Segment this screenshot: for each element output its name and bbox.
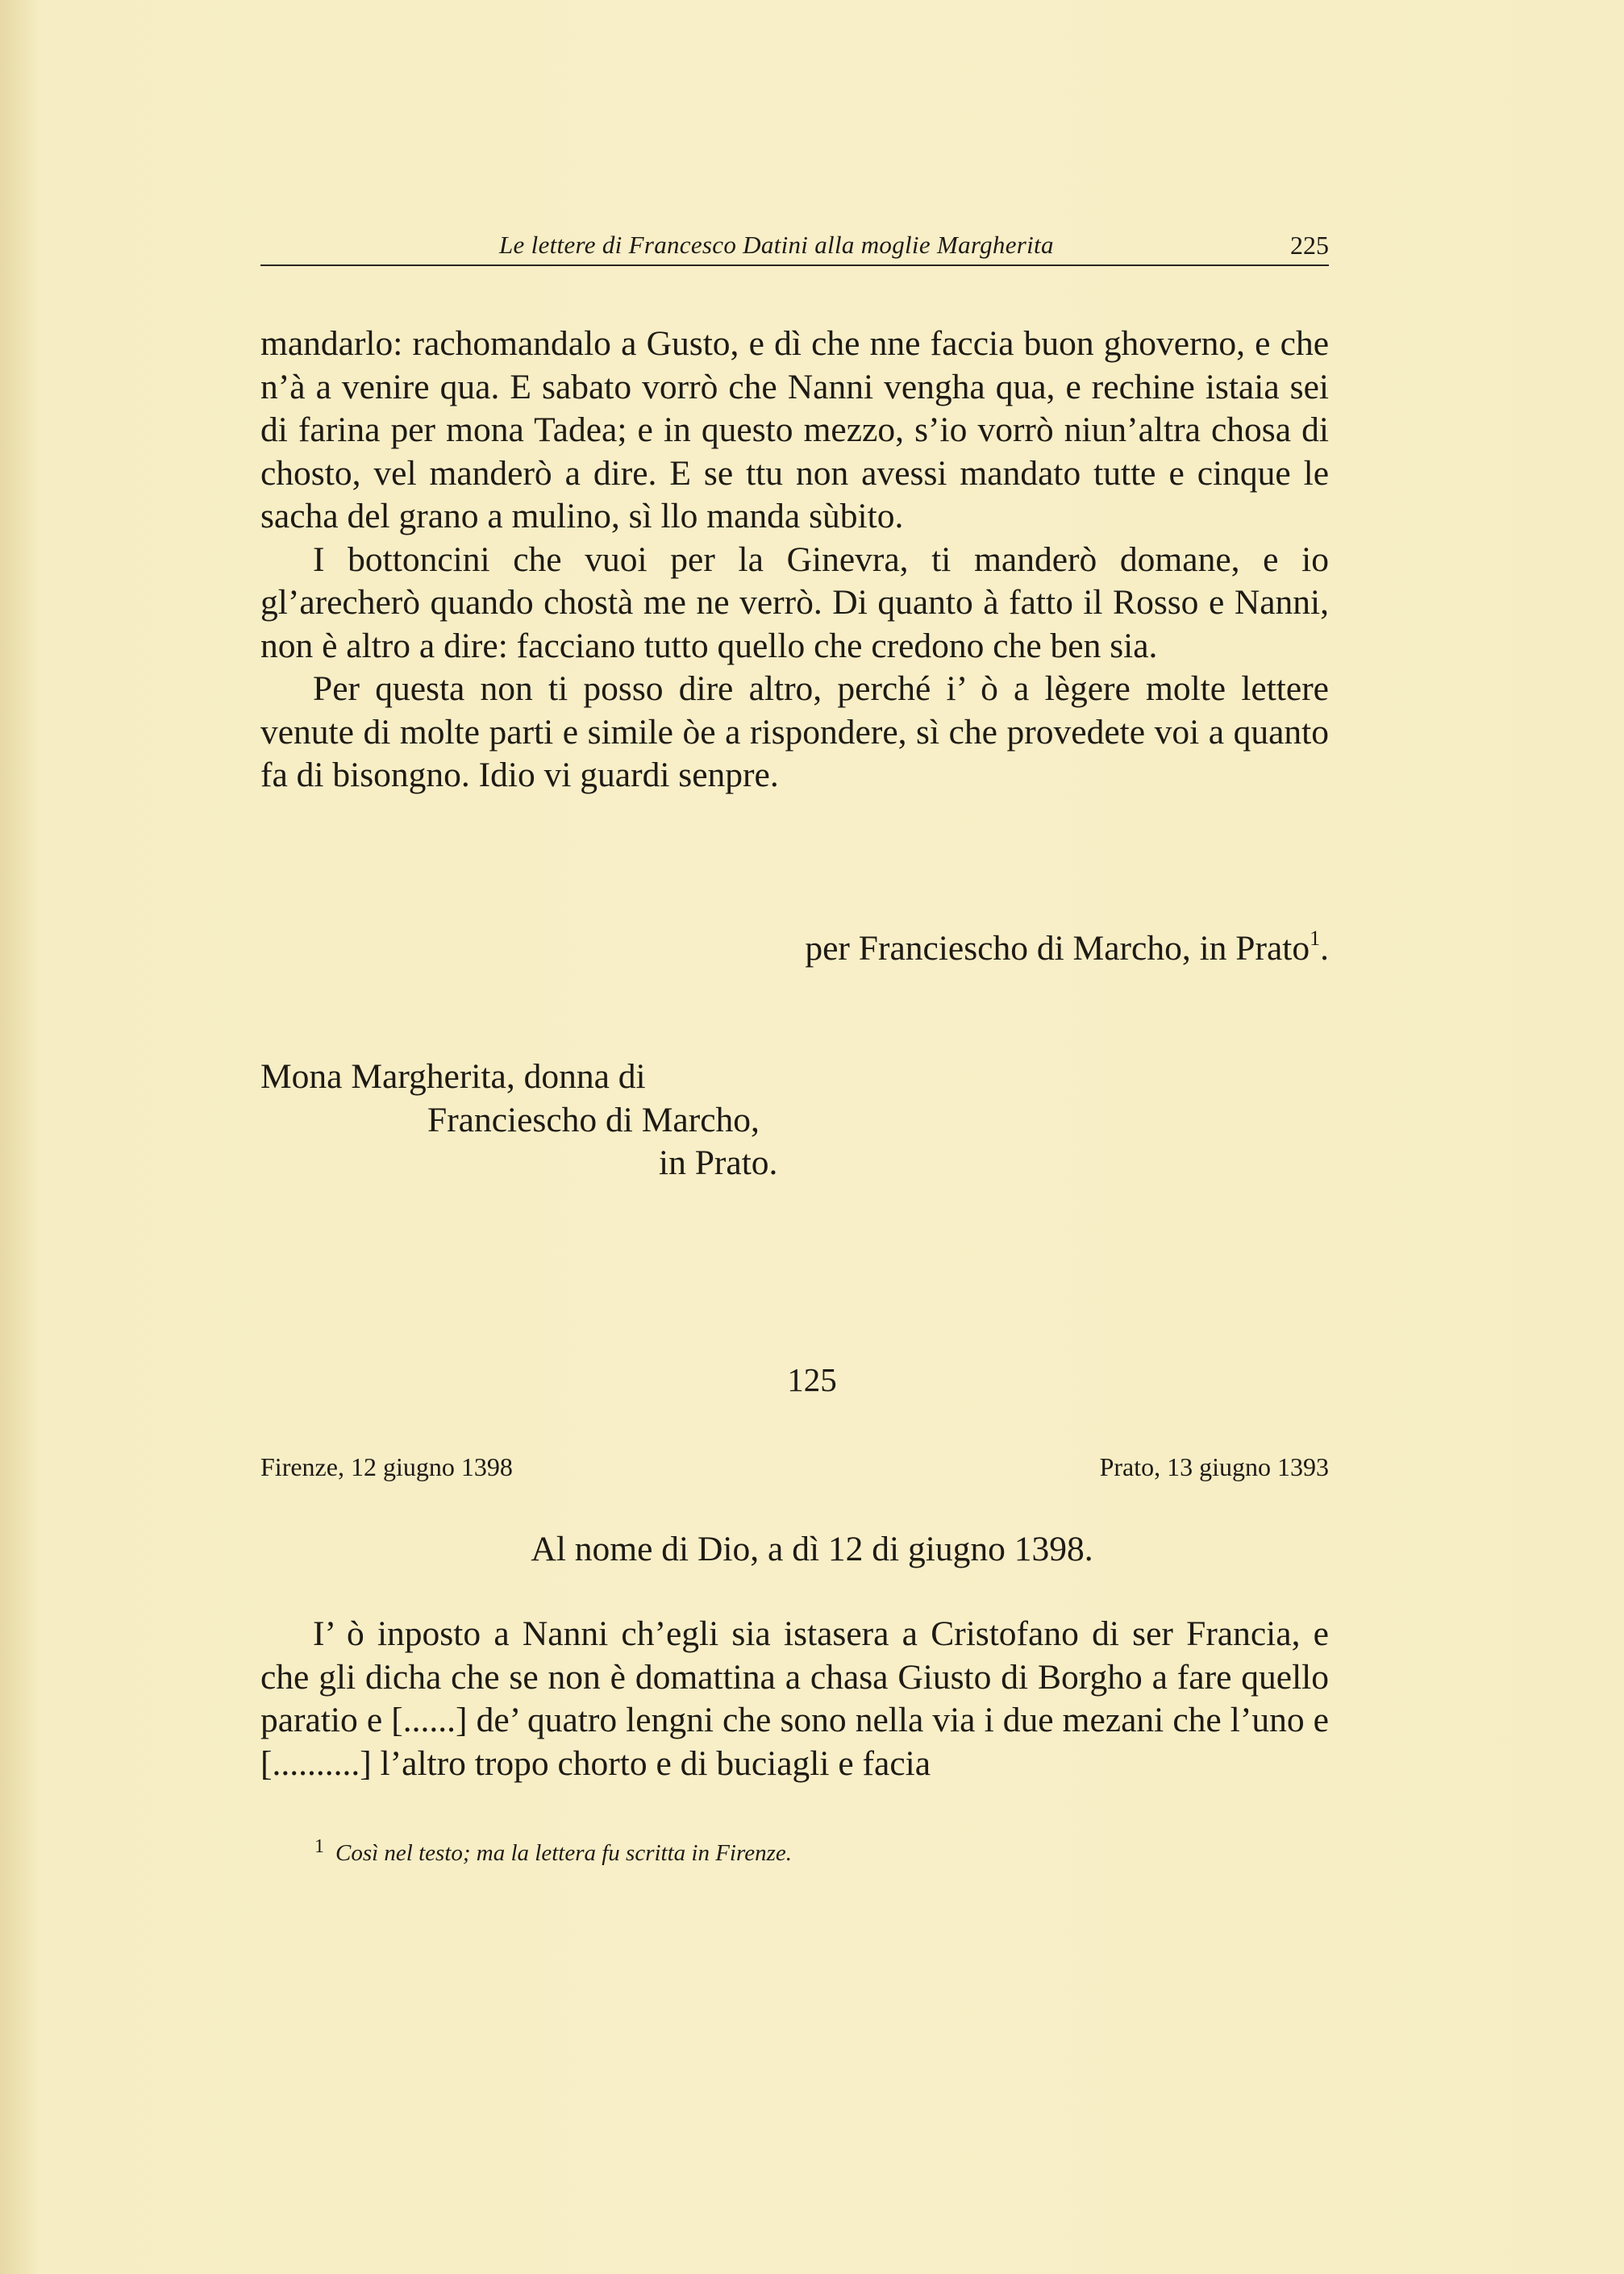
letter-opening: Al nome di Dio, a dì 12 di giugno 1398. <box>531 1530 1093 1568</box>
letter-body-paragraph: I’ ò inposto a Nanni ch’egli sia istasera a Cristofano di ser Francia, e che gli dicha che se non è domattina a chasa Giusto di Borgho a fare quello paratio e [......] de’ quatro lengni che sono nella via i due mezani che l’uno e [..........] l’altro tropo chorto e di buciagli e facia <box>260 1614 1329 1783</box>
address-line-1: Mona Margherita, donna di <box>260 1057 646 1096</box>
signature-text: per Franciescho di Marcho, in Prato <box>805 929 1310 968</box>
address-line-3: in Prato. <box>659 1143 778 1182</box>
footnote <box>314 1836 792 1867</box>
address-line-2: Franciescho di Marcho, <box>427 1101 760 1139</box>
letter-destination: Prato, 13 giugno 1393 <box>1099 1452 1329 1481</box>
continuation-text <box>260 323 1329 798</box>
paragraph-3: Per questa non ti posso dire altro, perché i’ ò a lègere molte lettere venute di molte parti e simile òe a rispondere, sì che provedete voi a quanto fa di bisongno. Idio vi guardi senpre. <box>260 669 1329 794</box>
paragraph-1: mandarlo: rachomandalo a Gusto, e dì che nne faccia buon ghoverno, e che n’à a venire qua. E sabato vorrò che Nanni vengha qua, e rechine istaia sei di farina per mona Tadea; e in questo mezzo, s’io vorrò niun’altra chosa di chosto, vel manderò a dire. E se ttu non avessi mandato tutte e cinque le sacha del grano a mulino, sì llo manda sùbito. <box>260 324 1329 535</box>
footnote-mark: 1 <box>314 1836 324 1857</box>
letter-number: 125 <box>787 1361 837 1398</box>
paper-left-edge <box>0 0 39 2274</box>
signature <box>805 927 1329 971</box>
letter-body <box>260 1613 1329 1785</box>
page-number: 225 <box>1290 231 1329 260</box>
running-header <box>260 224 1329 266</box>
footnote-text: Così nel testo; ma la lettera fu scritta in Firenze. <box>335 1840 792 1866</box>
running-title: Le lettere di Francesco Datini alla moglie Margherita <box>499 231 1054 259</box>
footnote-reference: 1 <box>1310 927 1321 950</box>
paragraph-2: I bottoncini che vuoi per la Ginevra, ti manderò domane, e io gl’arecherò quando chostà me ne verrò. Di quanto à fatto il Rosso e Nanni, non è altro a dire: facciano tutto quello che credono che ben sia. <box>260 539 1329 665</box>
signature-period: . <box>1320 929 1329 968</box>
letter-origin: Firenze, 12 giugno 1398 <box>260 1452 513 1481</box>
